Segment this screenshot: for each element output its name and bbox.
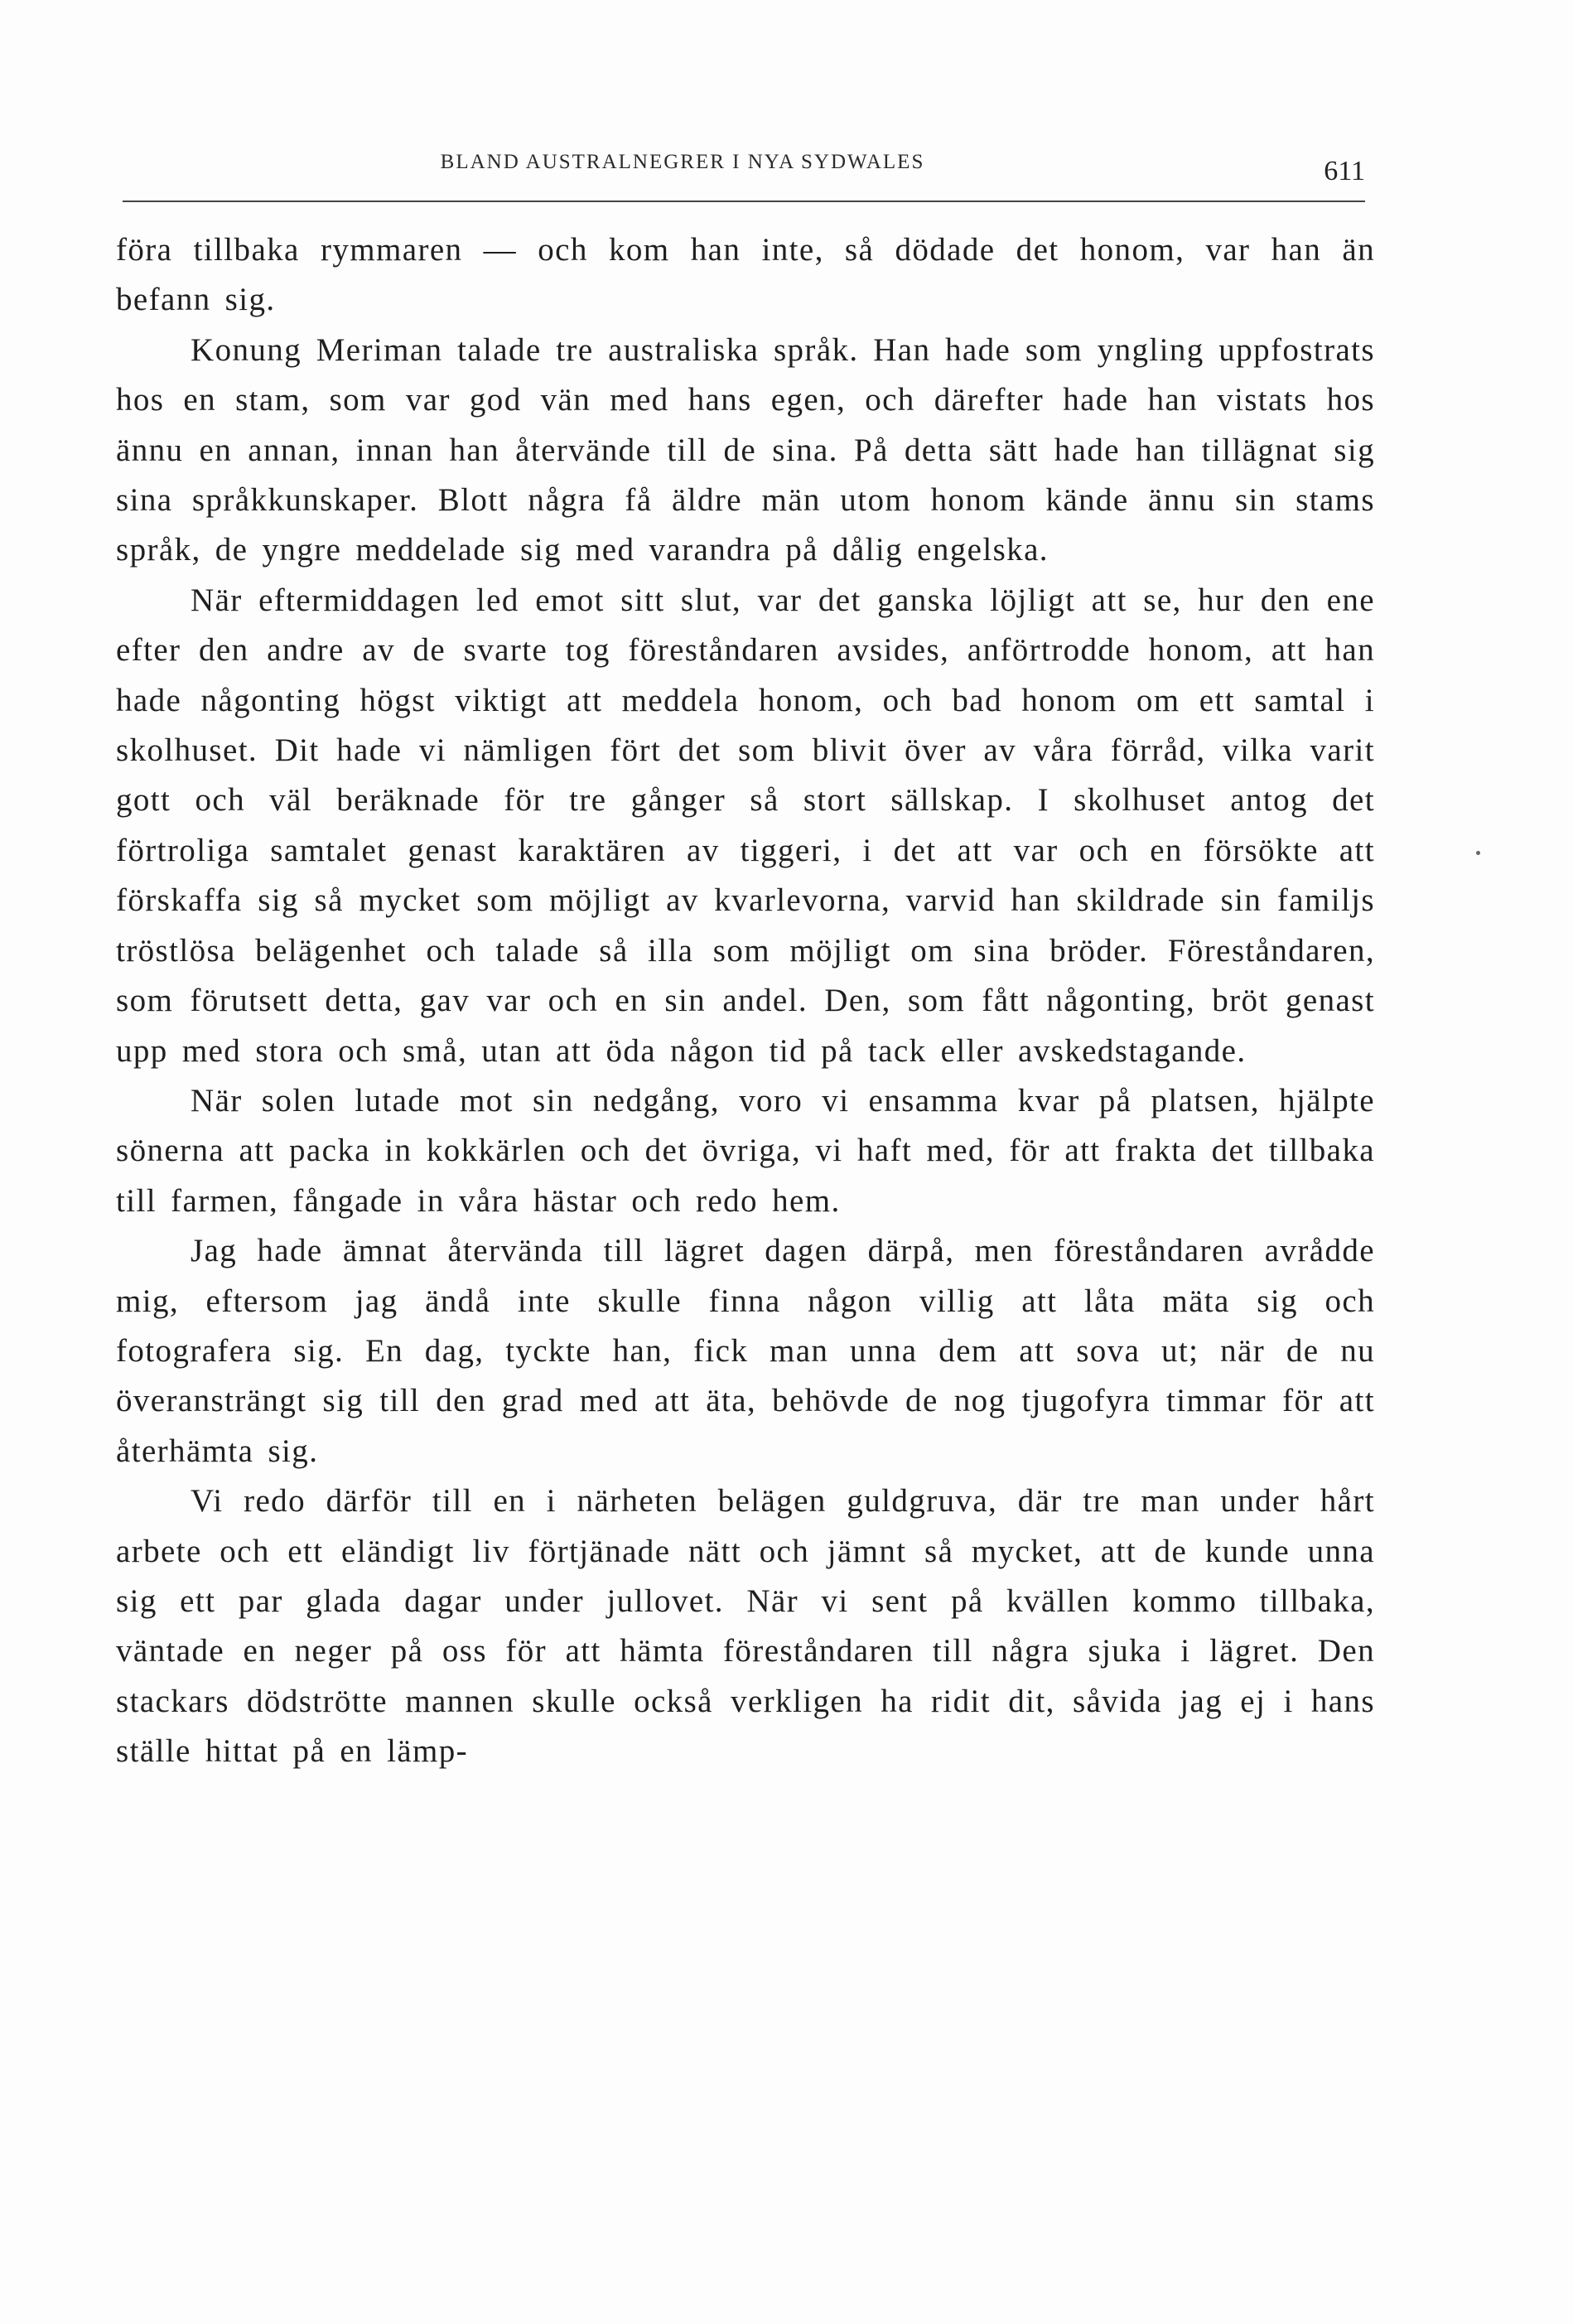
paragraph: Vi redo därför till en i närheten belägen guldgruva, där tre man under hårt arbete och ett eländigt liv förtjänade nätt och jämnt så mycket, att de kunde unna sig ett par glada dagar under jullovet. När vi sent på kvällen kommo tillbaka, väntade en neger på oss för att hämta föreståndaren till några sjuka i lägret. Den stackars dödströtte mannen skulle också verkligen ha ridit dit, såvida jag ej i hans ställe hittat på en lämp-: [116, 1483, 1375, 1770]
scan-speck: [1476, 851, 1480, 855]
header-rule: [123, 201, 1365, 202]
paragraph: Konung Meriman talade tre australiska språk. Han hade som yngling uppfostrats hos en stam, som var god vän med hans egen, och därefter hade han vistats hos ännu en annan, innan han återvände till de sina. På detta sätt hade han tillägnat sig sina språkkunskaper. Blott några få äldre män utom honom kände ännu sin stams språk, de yngre meddelade sig med varandra på dålig engelska.: [116, 331, 1375, 568]
paragraph-continuation: föra tillbaka rymmaren — och kom han inte, så dödade det honom, var han än befann sig.: [116, 232, 1375, 318]
paragraph: Jag hade ämnat återvända till lägret dagen därpå, men föreståndaren avrådde mig, eftersom jag ändå inte skulle finna någon villig att låta mäta sig och fotografera sig. En dag, tyckte han, fick man unna dem att sova ut; när de nu överansträngt sig till den grad med att äta, behövde de nog tjugofyra timmar för att återhämta sig.: [116, 1233, 1375, 1469]
paragraph: När solen lutade mot sin nedgång, voro vi ensamma kvar på platsen, hjälpte sönerna att packa in kokkärlen och det övriga, vi haft med, för att frakta det tillbaka till farmen, fångade in våra hästar och redo hem.: [116, 1082, 1375, 1219]
paragraph: När eftermiddagen led emot sitt slut, var det ganska löjligt att se, hur den ene efter den andre av de svarte tog föreståndaren avsides, anförtrodde honom, att han hade någonting högst viktigt att meddela honom, och bad honom om ett samtal i skolhuset. Dit hade vi nämligen fört det som blivit över av våra förråd, vilka varit gott och väl beräknade för tre gånger så stort sällskap. I skolhuset antog det förtroliga samtalet genast karaktären av tiggeri, i det att var och en försökte att förskaffa sig så mycket som möjligt av kvarlevorna, varvid han skildrade sin familjs tröstlösa belägenhet och talade så illa som möjligt om sina bröder. Föreståndaren, som förutsett detta, gav var och en sin andel. Den, som fått någonting, bröt genast upp med stora och små, utan att öda någon tid på tack eller avskedstagande.: [116, 582, 1375, 1069]
running-head: [123, 151, 1365, 191]
body-text: [116, 225, 1375, 1777]
running-title: BLAND AUSTRALNEGRER I NYA SYDWALES: [440, 151, 925, 173]
page-number: 611: [1324, 156, 1365, 186]
